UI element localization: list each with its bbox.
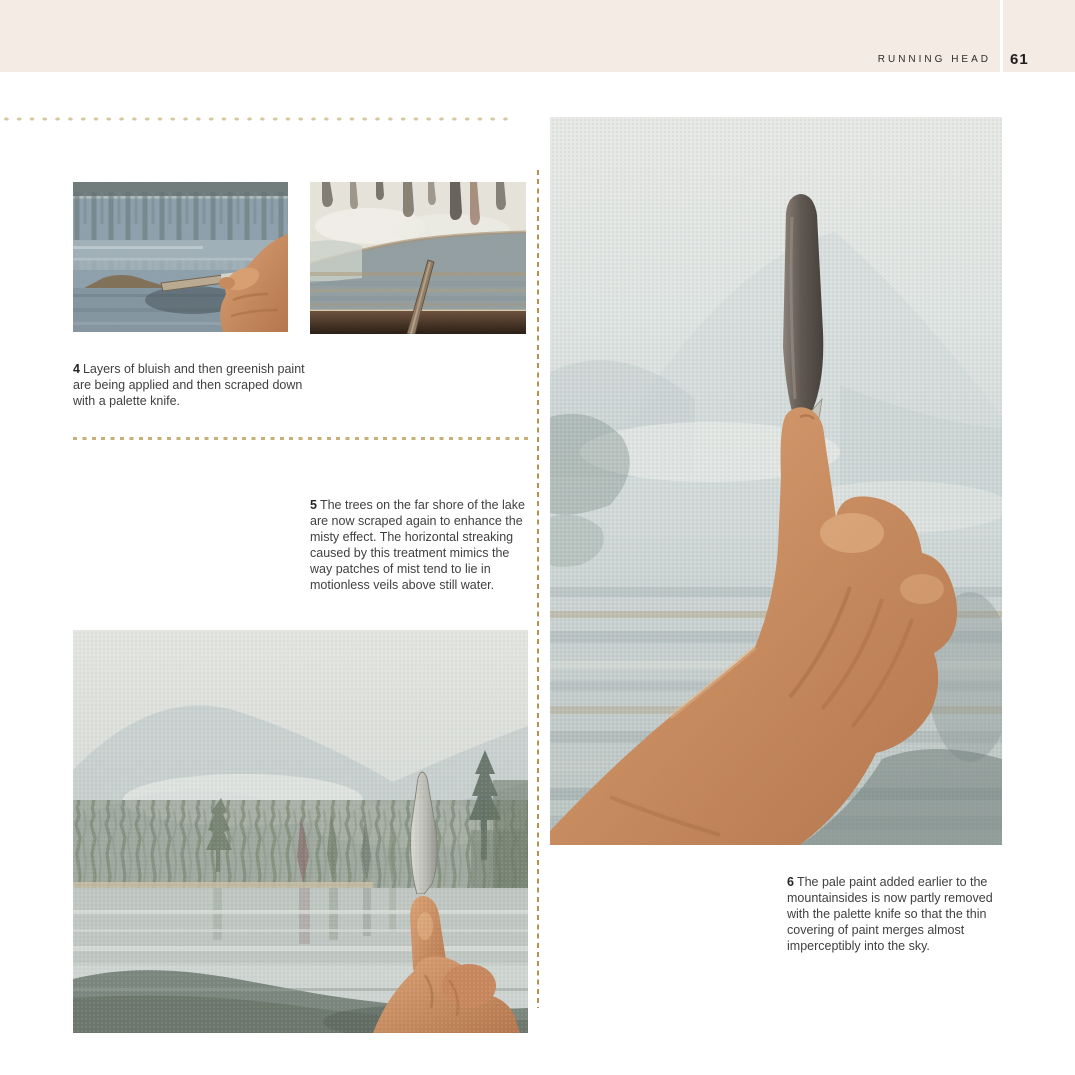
caption-6-text: The pale paint added earlier to the mountainsides is now partly removed with the palette knife so that the thin covering of paint merges almost imperceptibly into the sky. [787,874,993,953]
caption-4-number: 4 [73,361,80,376]
header-divider [1000,0,1003,72]
caption-5-text: The trees on the far shore of the lake are now scraped again to enhance the misty effect. The horizontal streaking caused by this treatment mimics the way patches of mist tend to lie in motionless veils above still water. [310,497,525,592]
caption-5 [310,497,530,593]
caption-6-number: 6 [787,874,794,889]
photo-step6-closeup [550,117,1002,845]
caption-5-number: 5 [310,497,317,512]
dashed-rule-middle [73,437,528,440]
caption-6 [787,874,1005,954]
photo-step5-lake [73,630,528,1033]
photo-step4-scraping [73,182,288,332]
dashed-rule-vertical [537,170,539,1008]
page-number: 61 [1010,51,1029,68]
running-head: RUNNING HEAD [877,54,991,65]
caption-4-text: Layers of bluish and then greenish paint are being applied and then scraped down with a palette knife. [73,361,305,408]
dotted-rule-top [0,117,512,121]
header-band [0,0,1075,72]
photo-step4-knife-resting [310,182,526,334]
caption-4 [73,361,305,409]
